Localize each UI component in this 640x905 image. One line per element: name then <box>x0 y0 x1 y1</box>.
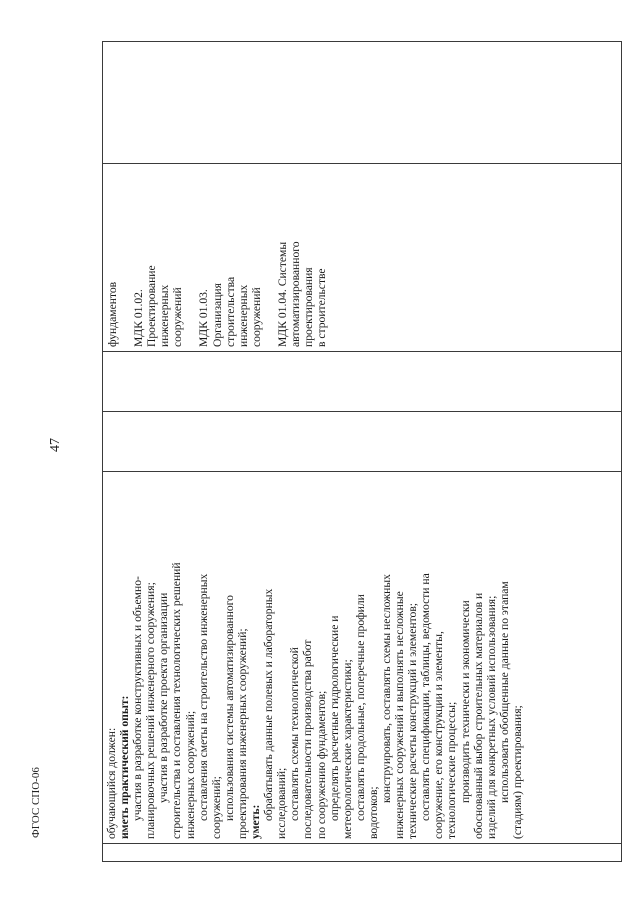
competency-line: определять расчетные гидрологические и <box>327 615 341 821</box>
competency-line: инженерных сооружений; <box>183 710 197 839</box>
module-line: МДК 01.03. <box>197 289 211 347</box>
page-number: 47 <box>48 438 63 452</box>
competency-line: технологические процессы; <box>445 701 459 839</box>
competency-line: использования системы автоматизированного <box>222 595 236 821</box>
table-cell-hours-max <box>103 412 622 472</box>
module-line: МДК 01.02. <box>132 289 146 347</box>
competency-line: составления сметы на строительство инженерных <box>196 573 210 821</box>
competency-line: участия в разработке конструктивных и объемно- <box>131 576 145 821</box>
competency-line: составлять спецификации, таблицы, ведомости на <box>419 573 433 821</box>
table-cell-hours-mandatory <box>103 352 622 412</box>
competency-line: иметь практический опыт: <box>118 695 132 839</box>
module-line: проектирования <box>302 267 316 347</box>
competency-line: водотоков; <box>366 786 380 839</box>
competency-line: конструировать, составлять схемы несложных <box>379 574 393 803</box>
competency-line: по сооружению фундаментов; <box>314 690 328 839</box>
competency-line: (стадиям) проектирования; <box>510 705 524 839</box>
competency-line: инженерных сооружений и выполнять несложные <box>393 591 407 839</box>
module-line: фундаментов <box>106 281 119 347</box>
rotated-table-sheet <box>102 42 622 862</box>
module-gap <box>263 168 276 347</box>
module-line: Проектирование <box>145 265 159 347</box>
competency-line: строительства и составления технологических решений <box>170 562 184 839</box>
competency-line: изделий для конкретных условий использования; <box>484 595 498 839</box>
module-line: инженерных <box>158 284 172 347</box>
module-gap <box>119 168 132 347</box>
competency-line: обоснованный выбор строительных материалов и <box>471 592 485 839</box>
module-line: строительства <box>223 276 237 347</box>
competency-line: метеорологические характеристики; <box>340 659 354 839</box>
competency-line: составлять продольные, поперечные профили <box>353 594 367 821</box>
competency-line: проектирования инженерных сооружений; <box>235 628 249 839</box>
table-cell-competence-codes <box>103 42 622 164</box>
competency-line: производить технически и экономически <box>458 600 472 803</box>
module-list <box>103 164 331 351</box>
competency-line: составлять схемы технологической <box>288 647 302 821</box>
table-cell-code <box>103 844 622 862</box>
table-cell-competencies <box>103 472 622 844</box>
competency-line: последовательности производства работ <box>301 639 315 839</box>
module-line: инженерных <box>236 284 250 347</box>
module-line: в строительстве <box>315 268 329 347</box>
competency-line: уметь: <box>249 804 263 839</box>
competency-line: сооружение, его конструкции и элементы, <box>432 631 446 839</box>
competency-line: технические расчеты конструкций и элементов; <box>406 602 420 839</box>
competency-line: сооружений; <box>209 776 223 839</box>
competency-list <box>103 472 526 843</box>
footer-label: ФГОС СПО-06 <box>30 767 42 838</box>
module-line: сооружений <box>249 287 263 347</box>
competency-line: планировочных решений инженерного сооружения; <box>144 582 158 839</box>
competency-line: использовать обобщенные данные по этапам <box>497 581 511 803</box>
module-line: автоматизированного <box>289 241 303 347</box>
module-line: Организация <box>210 283 224 347</box>
module-line: МДК 01.04. Системы <box>275 241 289 347</box>
competency-table <box>102 41 622 862</box>
competency-line: участия в разработке проекта организации <box>157 592 171 803</box>
competency-line: обрабатывать данные полевых и лабораторных <box>262 588 276 821</box>
module-line: сооружений <box>171 287 185 347</box>
module-gap <box>184 168 197 347</box>
table-cell-modules <box>103 164 622 352</box>
competency-line: обучающийся должен: <box>105 727 118 839</box>
competency-line: исследований; <box>275 767 289 839</box>
